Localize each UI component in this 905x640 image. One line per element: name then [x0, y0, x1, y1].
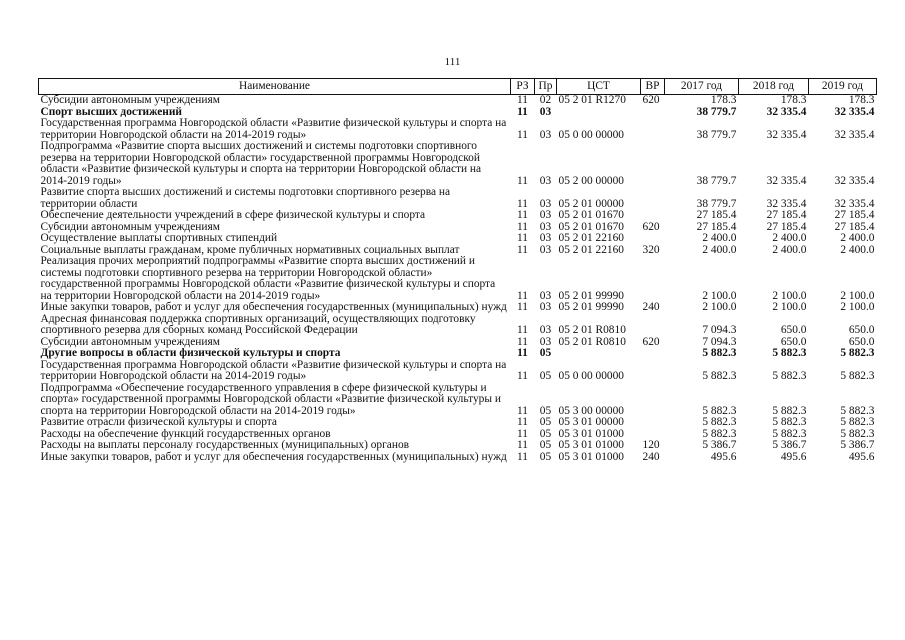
- cell-vr: [641, 107, 665, 119]
- table-row: [39, 256, 877, 302]
- cell-cst: 05 2 01 22160: [558, 232, 624, 244]
- cell-vr: [641, 314, 665, 337]
- cell-rz: 11: [517, 370, 528, 382]
- header-2019: 2019 год: [809, 79, 877, 95]
- cell-y2019: 650.0: [848, 335, 875, 348]
- cell-rz: 11: [517, 347, 528, 359]
- cell-pr: 05: [539, 416, 552, 428]
- cell-vr: 240: [642, 301, 660, 313]
- cell-y2017: 5 882.3: [702, 404, 737, 417]
- cell-rz: 11: [517, 220, 528, 233]
- cell-rz: 11: [517, 301, 528, 313]
- cell-vr: [641, 118, 665, 141]
- cell-vr: [641, 210, 665, 222]
- budget-table: [38, 78, 877, 463]
- cell-vr: 620: [642, 335, 660, 348]
- cell-rz: 11: [517, 174, 528, 187]
- cell-y2019: 2 100.0: [840, 289, 875, 302]
- cell-rz: 11: [517, 404, 528, 417]
- cell-cst: 05 2 01 R1270: [558, 94, 626, 106]
- cell-y2018: 5 386.7: [772, 439, 807, 451]
- table-body: [39, 95, 877, 464]
- cell-pr: 05: [539, 450, 552, 463]
- cell-y2018: 32 335.4: [766, 105, 807, 118]
- cell-y2019: 5 882.3: [840, 370, 875, 382]
- cell-rz: 11: [517, 232, 528, 244]
- cell-y2018: 2 100.0: [772, 301, 807, 313]
- table-row: [39, 440, 877, 452]
- cell-y2018: 32 335.4: [766, 174, 807, 187]
- cell-pr: 03: [539, 301, 552, 313]
- header-rz: РЗ: [511, 79, 535, 95]
- cell-rz: 11: [517, 289, 528, 302]
- cell-rz: 11: [517, 416, 528, 428]
- cell-y2017: 2 100.0: [702, 289, 737, 302]
- cell-y2017: 5 882.3: [702, 416, 737, 428]
- cell-y2018: 5 882.3: [772, 427, 807, 440]
- cell-cst: 05 0 00 00000: [558, 370, 624, 382]
- cell-name: Развитие отрасли физической культуры и спорта: [40, 416, 277, 428]
- table-row: [39, 417, 877, 429]
- cell-cst: 05 0 00 00000: [558, 128, 624, 141]
- cell-y2018: 178.3: [780, 94, 807, 106]
- table-row: [39, 302, 877, 314]
- cell-rz: 11: [517, 105, 528, 118]
- table-header-row: [39, 79, 877, 95]
- cell-y2018: 5 882.3: [772, 347, 807, 359]
- cell-rz: 11: [517, 197, 528, 210]
- cell-name: Расходы на обеспечение функций государственных органов: [40, 427, 331, 440]
- cell-vr: [641, 348, 665, 360]
- table-row: [39, 210, 877, 222]
- cell-cst: 05 2 01 22160: [558, 243, 624, 256]
- cell-y2017: 38 779.7: [696, 105, 737, 118]
- cell-pr: 05: [539, 370, 552, 382]
- cell-y2018: 495.6: [780, 450, 807, 463]
- cell-cst: 05 2 01 R0810: [558, 324, 626, 336]
- cell-y2017: 7 094.3: [702, 324, 737, 336]
- cell-y2017: 5 882.3: [702, 347, 737, 359]
- cell-y2018: 32 335.4: [766, 197, 807, 210]
- cell-y2019: 32 335.4: [834, 197, 875, 210]
- cell-cst: 05 3 00 00000: [558, 404, 624, 417]
- page-number: 111: [444, 56, 461, 68]
- cell-rz: 11: [517, 427, 528, 440]
- cell-cst: 05 3 01 01000: [558, 439, 624, 451]
- cell-y2017: 2 100.0: [702, 301, 737, 313]
- cell-y2018: 5 882.3: [772, 404, 807, 417]
- cell-vr: [641, 187, 665, 210]
- cell-y2017: 178.3: [710, 94, 737, 106]
- cell-cst: 05 3 01 01000: [558, 427, 624, 440]
- cell-y2019: 495.6: [848, 450, 875, 463]
- cell-name: Субсидии автономным учреждениям: [40, 94, 220, 106]
- cell-name: Спорт высших достижений: [40, 105, 182, 118]
- cell-vr: [641, 256, 665, 302]
- cell-cst: 05 2 00 00000: [558, 174, 624, 187]
- cell-pr: 03: [539, 324, 552, 336]
- cell-y2018: 32 335.4: [766, 128, 807, 141]
- cell-vr: 240: [642, 450, 660, 463]
- cell-name: Расходы на выплаты персоналу государственных (муниципальных) органов: [40, 439, 410, 451]
- cell-rz: 11: [517, 335, 528, 348]
- cell-y2018: 27 185.4: [766, 209, 807, 221]
- cell-y2018: 27 185.4: [766, 220, 807, 233]
- cell-y2017: 38 779.7: [696, 128, 737, 141]
- cell-y2017: 5 882.3: [702, 370, 737, 382]
- cell-vr: [641, 383, 665, 418]
- cell-name: Развитие спорта высших достижений и системы подготовки спортивного резерва на территории области: [40, 186, 451, 210]
- cell-pr: 03: [539, 335, 552, 348]
- cell-y2017: 5 882.3: [702, 427, 737, 440]
- cell-y2019: 27 185.4: [834, 209, 875, 221]
- cell-y2017: 38 779.7: [696, 197, 737, 210]
- cell-pr: 03: [539, 243, 552, 256]
- cell-y2017: 2 400.0: [702, 243, 737, 256]
- cell-y2018: 2 400.0: [772, 243, 807, 256]
- cell-y2019: 2 400.0: [840, 243, 875, 256]
- table-row: [39, 118, 877, 141]
- table-row: [39, 383, 877, 418]
- cell-pr: 03: [539, 105, 552, 118]
- cell-cst: 05 2 01 01670: [558, 209, 624, 221]
- cell-name: Подпрограмма «Обеспечение государственного управления в сфере физической культуры и спорта» государственной программы Новгородской области «Развитие физической культуры и спорта на территории Новгородской области на 2014-2019 годы»: [40, 381, 501, 417]
- cell-y2018: 2 400.0: [772, 232, 807, 244]
- cell-rz: 11: [517, 439, 528, 451]
- cell-cst: 05 2 01 01670: [558, 220, 624, 233]
- cell-name: Реализация прочих мероприятий подпрограммы «Развитие спорта высших достижений и системы подготовки спортивного резерва на территории Новгородской области» государственной программы Новгородской области «Развитие физической культуры и спорта на территории Новгородской области на 2014-2019 годы»: [40, 255, 496, 302]
- cell-vr: [641, 417, 665, 429]
- cell-y2017: 27 185.4: [696, 209, 737, 221]
- cell-pr: 05: [539, 427, 552, 440]
- cell-y2019: 2 100.0: [840, 301, 875, 313]
- cell-pr: 02: [539, 94, 552, 106]
- cell-pr: 05: [539, 347, 552, 359]
- cell-y2018: 650.0: [780, 324, 807, 336]
- cell-y2018: 650.0: [780, 335, 807, 348]
- table-row: [39, 452, 877, 464]
- header-2018: 2018 год: [739, 79, 809, 95]
- cell-pr: 03: [539, 220, 552, 233]
- cell-rz: 11: [517, 450, 528, 463]
- table-row: [39, 233, 877, 245]
- cell-vr: 620: [642, 220, 660, 233]
- cell-name: Другие вопросы в области физической культуры и спорта: [40, 347, 341, 359]
- cell-y2017: 27 185.4: [696, 220, 737, 233]
- cell-y2017: 7 094.3: [702, 335, 737, 348]
- cell-pr: 05: [539, 439, 552, 451]
- header-pr: Пр: [535, 79, 557, 95]
- cell-cst: 05 2 01 R0810: [558, 335, 626, 348]
- cell-y2019: 2 400.0: [840, 232, 875, 244]
- table-row: [39, 314, 877, 337]
- cell-rz: 11: [517, 324, 528, 336]
- cell-y2017: 38 779.7: [696, 174, 737, 187]
- cell-cst: 05 2 01 99990: [558, 289, 624, 302]
- cell-pr: 03: [539, 209, 552, 221]
- cell-cst: 05 2 01 00000: [558, 197, 624, 210]
- cell-y2019: 5 882.3: [840, 416, 875, 428]
- header-cst: ЦСТ: [557, 79, 641, 95]
- cell-cst: 05 2 01 99990: [558, 301, 624, 313]
- header-name: Наименование: [39, 79, 511, 95]
- cell-pr: 03: [539, 289, 552, 302]
- cell-name: Субсидии автономным учреждениям: [40, 335, 220, 348]
- cell-cst: 05 3 01 00000: [558, 416, 624, 428]
- cell-pr: 03: [539, 232, 552, 244]
- cell-cst: 05 3 01 01000: [558, 450, 624, 463]
- cell-vr: 620: [642, 94, 660, 106]
- cell-pr: 05: [539, 404, 552, 417]
- cell-y2019: 32 335.4: [834, 128, 875, 141]
- cell-y2019: 27 185.4: [834, 220, 875, 233]
- cell-rz: 11: [517, 94, 528, 106]
- cell-rz: 11: [517, 209, 528, 221]
- cell-vr: [641, 233, 665, 245]
- cell-vr: 120: [642, 439, 660, 451]
- cell-name: Адресная финансовая поддержка спортивных организаций, осуществляющих подготовку спортивного резерва для сборных команд Российской Федерации: [40, 312, 476, 336]
- cell-vr: [641, 141, 665, 187]
- table-row: [39, 348, 877, 360]
- cell-rz: 11: [517, 128, 528, 141]
- cell-name: Государственная программа Новгородской области «Развитие физической культуры и спорта на территории Новгородской области на 2014-2019 годы»: [40, 358, 507, 382]
- cell-name: Подпрограмма «Развитие спорта высших достижений и системы подготовки спортивного резерва на территории Новгородской области» государственной программы Новгородской области «Развитие физической культуры и спорта на территории Новгородской области на 2014-2019 годы»: [40, 140, 482, 187]
- cell-y2018: 2 100.0: [772, 289, 807, 302]
- table-row: [39, 360, 877, 383]
- table-row: [39, 187, 877, 210]
- cell-y2019: 5 882.3: [840, 427, 875, 440]
- cell-name: Социальные выплаты гражданам, кроме публичных нормативных социальных выплат: [40, 243, 460, 256]
- cell-name: Обеспечение деятельности учреждений в сфере физической культуры и спорта: [40, 209, 426, 221]
- table-row: [39, 141, 877, 187]
- cell-y2019: 650.0: [848, 324, 875, 336]
- cell-name: Государственная программа Новгородской области «Развитие физической культуры и спорта на территории Новгородской области на 2014-2019 годы»: [40, 117, 507, 141]
- cell-pr: 03: [539, 128, 552, 141]
- cell-y2019: 178.3: [848, 94, 875, 106]
- cell-y2019: 32 335.4: [834, 174, 875, 187]
- cell-y2017: 5 386.7: [702, 439, 737, 451]
- cell-y2019: 5 386.7: [840, 439, 875, 451]
- header-2017: 2017 год: [665, 79, 739, 95]
- cell-y2017: 2 400.0: [702, 232, 737, 244]
- cell-cst: [557, 348, 641, 360]
- cell-vr: [641, 360, 665, 383]
- cell-rz: 11: [517, 243, 528, 256]
- cell-y2018: 5 882.3: [772, 416, 807, 428]
- header-vr: ВР: [641, 79, 665, 95]
- table-row: [39, 95, 877, 107]
- cell-vr: 320: [642, 243, 660, 256]
- cell-name: Иные закупки товаров, работ и услуг для обеспечения государственных (муниципальных) нужд: [40, 450, 507, 463]
- cell-name: Иные закупки товаров, работ и услуг для обеспечения государственных (муниципальных) нужд: [40, 301, 507, 313]
- cell-y2018: 5 882.3: [772, 370, 807, 382]
- cell-cst: [557, 107, 641, 119]
- cell-y2019: 5 882.3: [840, 347, 875, 359]
- cell-name: Субсидии автономным учреждениям: [40, 220, 220, 233]
- cell-y2017: 495.6: [710, 450, 737, 463]
- cell-pr: 03: [539, 197, 552, 210]
- cell-name: Осуществление выплаты спортивных стипендий: [40, 232, 278, 244]
- cell-y2019: 32 335.4: [834, 105, 875, 118]
- cell-y2019: 5 882.3: [840, 404, 875, 417]
- cell-pr: 03: [539, 174, 552, 187]
